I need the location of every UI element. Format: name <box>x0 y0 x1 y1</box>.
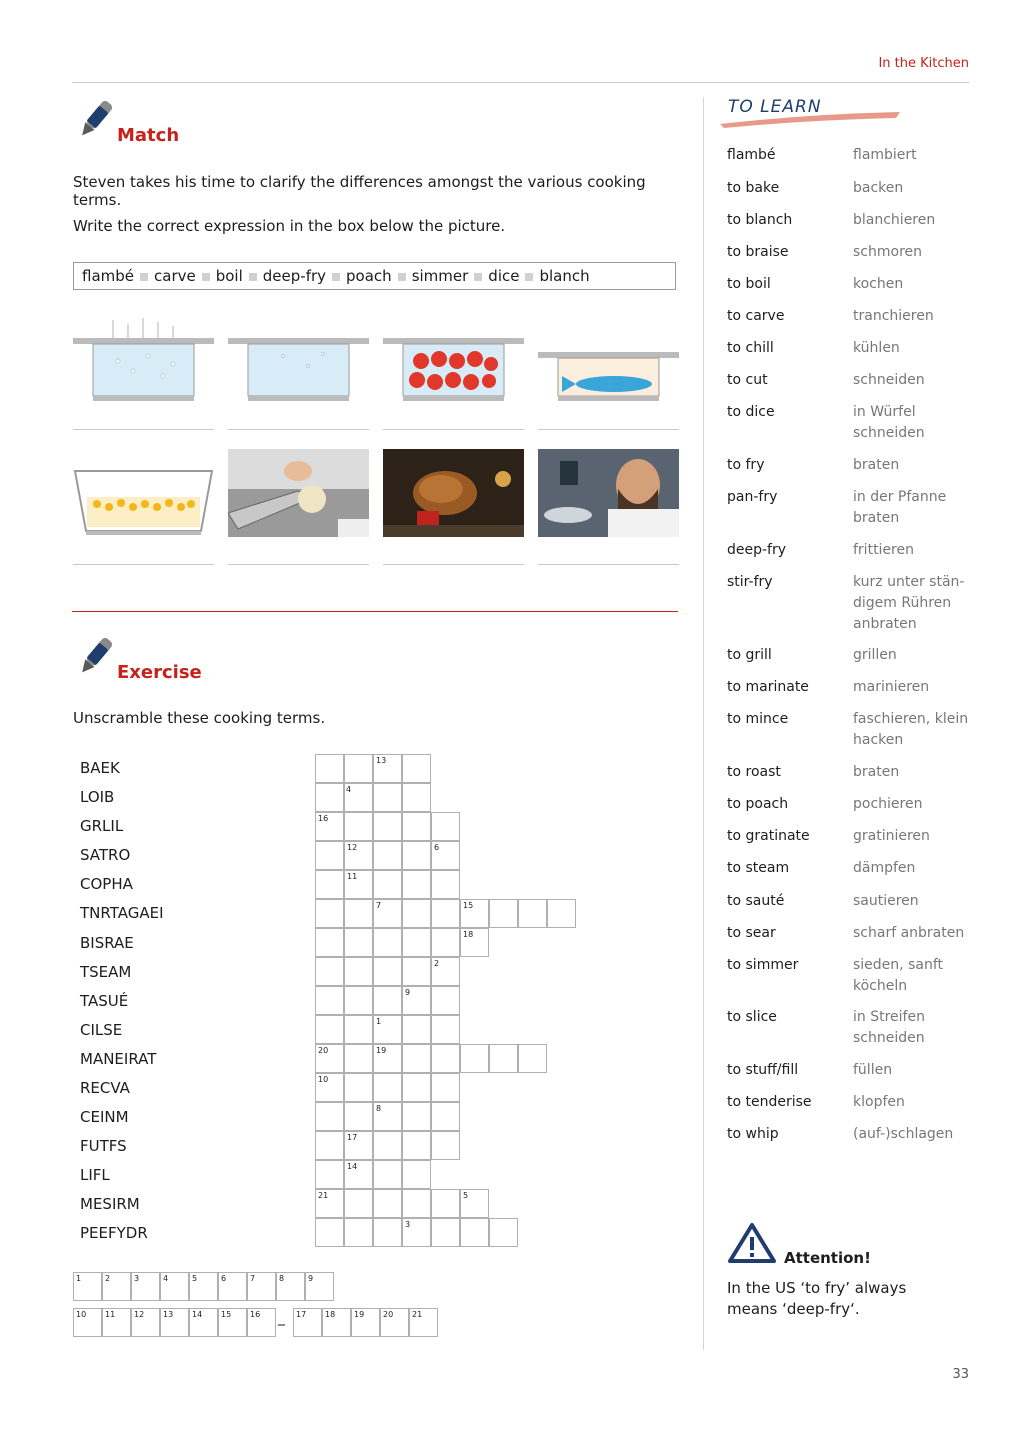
scrambled-word: TSEAM <box>80 963 132 981</box>
grid-number: 14 <box>347 1162 358 1171</box>
crossword-cell[interactable] <box>315 754 344 783</box>
scrambled-word: TASUÉ <box>80 992 129 1010</box>
crossword-cell[interactable] <box>402 1189 431 1218</box>
word: blanch <box>539 267 590 285</box>
crossword-cell[interactable] <box>344 754 373 783</box>
vocab-english: to steam <box>727 860 790 876</box>
crossword-cell[interactable] <box>431 1189 460 1218</box>
grid-number: 19 <box>376 1046 387 1055</box>
exercise-title: Exercise <box>117 662 202 683</box>
vocab-english: deep-fry <box>727 542 787 558</box>
boiling-pot-picture <box>73 316 214 402</box>
scrambled-word: CILSE <box>80 1021 123 1039</box>
chef-flambe-photo <box>538 449 679 537</box>
crossword-cell[interactable] <box>402 870 431 899</box>
crossword-cell[interactable] <box>489 899 518 928</box>
vocab-english: to sear <box>727 925 776 941</box>
vocab-german: schneiden <box>853 372 925 388</box>
vocab-german: sieden, sanft köcheln <box>853 957 943 994</box>
crossword-cell[interactable] <box>518 1044 547 1073</box>
column-divider <box>703 97 704 1350</box>
scrambled-word: RECVA <box>80 1079 130 1097</box>
vocab-english: to poach <box>727 796 789 812</box>
answer-key-number: 11 <box>105 1310 116 1319</box>
crossword-cell[interactable] <box>518 899 547 928</box>
word: flambé <box>82 267 135 285</box>
crossword-cell[interactable] <box>344 1044 373 1073</box>
answer-key-number: 3 <box>134 1274 140 1283</box>
answer-key-number: 9 <box>308 1274 314 1283</box>
vocab-german: in Streifen schneiden <box>853 1009 925 1046</box>
vocab-english: to blanch <box>727 212 793 228</box>
vocab-english: to stuff/fill <box>727 1062 799 1078</box>
crossword-cell[interactable] <box>402 957 431 986</box>
crossword-cell[interactable] <box>373 986 402 1015</box>
crossword-cell[interactable] <box>344 1189 373 1218</box>
grid-number: 2 <box>434 959 440 968</box>
crossword-cell[interactable] <box>431 1073 460 1102</box>
scrambled-word: COPHA <box>80 875 133 893</box>
crossword-cell[interactable] <box>402 1044 431 1073</box>
crossword-cell[interactable] <box>373 841 402 870</box>
vocab-english: to dice <box>727 404 775 420</box>
crossword-cell[interactable] <box>431 870 460 899</box>
crossword-cell[interactable] <box>402 1015 431 1044</box>
scrambled-word: MANEIRAT <box>80 1050 157 1068</box>
crossword-cell[interactable] <box>431 1131 460 1160</box>
answer-line[interactable] <box>73 564 214 565</box>
crossword-cell[interactable] <box>315 1218 344 1247</box>
vocab-english: to whip <box>727 1126 779 1142</box>
grid-number: 12 <box>347 843 358 852</box>
crossword-cell[interactable] <box>431 899 460 928</box>
vocab-german: klopfen <box>853 1094 905 1110</box>
to-learn-title: TO LEARN <box>728 97 822 117</box>
word: simmer <box>411 267 469 285</box>
crossword-cell[interactable] <box>315 986 344 1015</box>
crossword-cell[interactable] <box>431 1044 460 1073</box>
answer-key-number: 12 <box>134 1310 145 1319</box>
grid-number: 6 <box>434 843 440 852</box>
crossword-cell[interactable] <box>402 1131 431 1160</box>
crossword-cell[interactable] <box>373 783 402 812</box>
crossword-cell[interactable] <box>315 899 344 928</box>
vocab-german: kurz unter stän-digem Rühren anbraten <box>853 574 965 632</box>
scrambled-word: PEEFYDR <box>80 1224 148 1242</box>
crossword-cell[interactable] <box>373 957 402 986</box>
vocab-english: pan-fry <box>727 489 778 505</box>
match-instruction: Write the correct expression in the box below the picture. <box>73 217 506 235</box>
crossword-cell[interactable] <box>431 812 460 841</box>
pen-icon <box>72 96 118 144</box>
crossword-cell[interactable] <box>315 841 344 870</box>
answer-key-number: 4 <box>163 1274 169 1283</box>
vocab-german: frittieren <box>853 542 914 558</box>
vocab-german: füllen <box>853 1062 893 1078</box>
vocab-german: blanchieren <box>853 212 936 228</box>
crossword-cell[interactable] <box>344 957 373 986</box>
answer-key-number: 7 <box>250 1274 256 1283</box>
vocab-german: braten <box>853 764 900 780</box>
crossword-cell[interactable] <box>344 1015 373 1044</box>
vocab-english: to fry <box>727 457 765 473</box>
crossword-cell[interactable] <box>373 1073 402 1102</box>
vocab-german: grillen <box>853 647 897 663</box>
grid-number: 7 <box>376 901 382 910</box>
answer-key-number: 15 <box>221 1310 232 1319</box>
crossword-cell[interactable] <box>344 928 373 957</box>
crossword-cell[interactable] <box>344 899 373 928</box>
crossword-cell[interactable] <box>431 1015 460 1044</box>
vocab-german: schmoren <box>853 244 923 260</box>
crossword-cell[interactable] <box>315 957 344 986</box>
vocab-german: backen <box>853 180 904 196</box>
answer-line[interactable] <box>538 564 679 565</box>
scrambled-word: CEINM <box>80 1108 129 1126</box>
answer-key-number: 8 <box>279 1274 285 1283</box>
vocab-english: to grill <box>727 647 772 663</box>
crossword-cell[interactable] <box>489 1044 518 1073</box>
match-intro: Steven takes his time to clarify the differences amongst the various cooking terms. <box>73 173 646 209</box>
vocab-german: faschieren, klein hacken <box>853 711 969 748</box>
crossword-cell[interactable] <box>431 928 460 957</box>
crossword-cell[interactable] <box>489 1218 518 1247</box>
crossword-cell[interactable] <box>315 1102 344 1131</box>
scrambled-word: LOIB <box>80 788 115 806</box>
grid-number: 9 <box>405 988 411 997</box>
crossword-cell[interactable] <box>344 986 373 1015</box>
vocab-english: to tenderise <box>727 1094 812 1110</box>
word-box <box>73 262 676 290</box>
crossword-cell[interactable] <box>344 1218 373 1247</box>
crossword-cell[interactable] <box>315 928 344 957</box>
vocab-german: gratinieren <box>853 828 930 844</box>
roast-turkey-photo <box>383 449 524 537</box>
scrambled-word: TNRTAGAEI <box>80 904 164 922</box>
crossword-cell[interactable] <box>431 1218 460 1247</box>
deep-fryer-picture <box>73 449 214 537</box>
grid-number: 13 <box>376 756 387 765</box>
word: poach <box>346 267 392 285</box>
scrambled-word: MESIRM <box>80 1195 140 1213</box>
answer-key-number: 21 <box>412 1310 423 1319</box>
vocab-english: to braise <box>727 244 789 260</box>
scrambled-word: FUTFS <box>80 1137 127 1155</box>
grid-number: 18 <box>463 930 474 939</box>
vocab-english: to slice <box>727 1009 777 1025</box>
grid-number: 15 <box>463 901 474 910</box>
header-rule <box>72 82 969 83</box>
crossword-cell[interactable] <box>402 899 431 928</box>
answer-key-number: 16 <box>250 1310 261 1319</box>
attention-title: Attention! <box>784 1249 871 1267</box>
grid-number: 1 <box>376 1017 382 1026</box>
vocab-german: sautieren <box>853 893 919 909</box>
grid-number: 4 <box>346 785 352 794</box>
vocab-german: in der Pfanne braten <box>853 489 947 526</box>
crossword-cell[interactable] <box>402 841 431 870</box>
vocab-english: to marinate <box>727 679 809 695</box>
vocab-german: in Würfel schneiden <box>853 404 925 441</box>
scrambled-word: BAEK <box>80 759 120 777</box>
crossword-cell[interactable] <box>315 1015 344 1044</box>
crossword-cell[interactable] <box>431 1102 460 1131</box>
section-header: In the Kitchen <box>878 56 969 71</box>
vocab-german: pochieren <box>853 796 923 812</box>
crossword-cell[interactable] <box>344 812 373 841</box>
vocab-german: dämpfen <box>853 860 916 876</box>
crossword-cell[interactable] <box>373 1218 402 1247</box>
scrambled-word: SATRO <box>80 846 131 864</box>
grid-number: 10 <box>318 1075 329 1084</box>
grid-number: 5 <box>463 1191 469 1200</box>
crossword-cell[interactable] <box>402 812 431 841</box>
crossword-cell[interactable] <box>402 1160 431 1189</box>
vocab-english: to chill <box>727 340 774 356</box>
vocab-english: to boil <box>727 276 771 292</box>
crossword-cell[interactable] <box>402 1102 431 1131</box>
answer-line[interactable] <box>73 429 214 430</box>
answer-key-number: 14 <box>192 1310 203 1319</box>
vocab-german: kühlen <box>853 340 900 356</box>
vocab-german: braten <box>853 457 900 473</box>
vocab-german: tranchieren <box>853 308 934 324</box>
answer-line[interactable] <box>383 429 524 430</box>
crossword-cell[interactable] <box>402 754 431 783</box>
simmering-pot-picture <box>228 316 369 402</box>
grid-number: 3 <box>405 1220 411 1229</box>
crossword-cell[interactable] <box>402 783 431 812</box>
grid-number: 16 <box>318 814 329 823</box>
vocab-german: (auf-)schlagen <box>853 1126 954 1142</box>
answer-key-number: 10 <box>76 1310 87 1319</box>
vocab-english: to mince <box>727 711 789 727</box>
crossword-cell[interactable] <box>315 1131 344 1160</box>
grid-number: 20 <box>318 1046 329 1055</box>
crossword-cell[interactable] <box>344 1073 373 1102</box>
answer-line[interactable] <box>228 429 369 430</box>
word: carve <box>154 267 196 285</box>
crossword-cell[interactable] <box>315 1160 344 1189</box>
answer-line[interactable] <box>538 429 679 430</box>
answer-key-number: 5 <box>192 1274 198 1283</box>
fish-pan-picture <box>538 316 679 402</box>
answer-key-number: 1 <box>76 1274 82 1283</box>
answer-key-number: 18 <box>325 1310 336 1319</box>
crossword-cell[interactable] <box>344 1102 373 1131</box>
crossword-cell[interactable] <box>315 870 344 899</box>
tomatoes-pot-picture <box>383 316 524 402</box>
crossword-cell[interactable] <box>373 928 402 957</box>
crossword-cell[interactable] <box>373 1189 402 1218</box>
answer-key-number: 6 <box>221 1274 227 1283</box>
vocab-english: to simmer <box>727 957 799 973</box>
crossword-cell[interactable] <box>373 1131 402 1160</box>
answer-key-number: 20 <box>383 1310 394 1319</box>
vocab-english: stir-fry <box>727 574 773 590</box>
section-divider <box>72 611 678 612</box>
answer-line[interactable] <box>383 564 524 565</box>
grid-number: 21 <box>318 1191 329 1200</box>
word: boil <box>215 267 243 285</box>
vocab-english: to roast <box>727 764 781 780</box>
page-number: 33 <box>952 1367 969 1382</box>
crossword-cell[interactable] <box>373 1160 402 1189</box>
vocab-german: marinieren <box>853 679 930 695</box>
exercise-instruction: Unscramble these cooking terms. <box>73 709 326 727</box>
scrambled-word: GRLIL <box>80 817 124 835</box>
grid-number: 8 <box>376 1104 382 1113</box>
grid-number: 11 <box>347 872 358 881</box>
answer-key-number: 17 <box>296 1310 307 1319</box>
pen-icon <box>72 633 118 681</box>
crossword-cell[interactable] <box>373 812 402 841</box>
vocab-english: to gratinate <box>727 828 810 844</box>
vocab-english: to sauté <box>727 893 785 909</box>
vocab-english: to carve <box>727 308 785 324</box>
vocab-english: to bake <box>727 180 780 196</box>
crossword-cell[interactable] <box>460 1218 489 1247</box>
crossword-cell[interactable] <box>315 783 344 812</box>
crossword-cell[interactable] <box>402 928 431 957</box>
match-title: Match <box>117 125 180 146</box>
answer-key-number: 2 <box>105 1274 111 1283</box>
crossword-cell[interactable] <box>373 870 402 899</box>
grid-number: 17 <box>347 1133 358 1142</box>
crossword-cell[interactable] <box>402 1073 431 1102</box>
attention-text: In the US ‘to fry’ always means ‘deep-fry‘. <box>727 1279 907 1318</box>
answer-key-number: 19 <box>354 1310 365 1319</box>
answer-key-number: 13 <box>163 1310 174 1319</box>
onion-dicing-photo <box>228 449 369 537</box>
crossword-cell[interactable] <box>431 986 460 1015</box>
scrambled-word: BISRAE <box>80 934 134 952</box>
warning-icon <box>727 1222 777 1264</box>
answer-line[interactable] <box>228 564 369 565</box>
word: deep-fry <box>262 267 327 285</box>
vocab-english: to cut <box>727 372 768 388</box>
vocab-german: scharf anbraten <box>853 925 965 941</box>
key-dash: _ <box>278 1310 285 1326</box>
crossword-cell[interactable] <box>547 899 576 928</box>
scrambled-word: LIFL <box>80 1166 110 1184</box>
word: dice <box>488 267 520 285</box>
crossword-cell[interactable] <box>460 1044 489 1073</box>
vocab-english: flambé <box>727 147 776 163</box>
vocab-german: kochen <box>853 276 904 292</box>
vocab-german: flambiert <box>853 147 917 163</box>
